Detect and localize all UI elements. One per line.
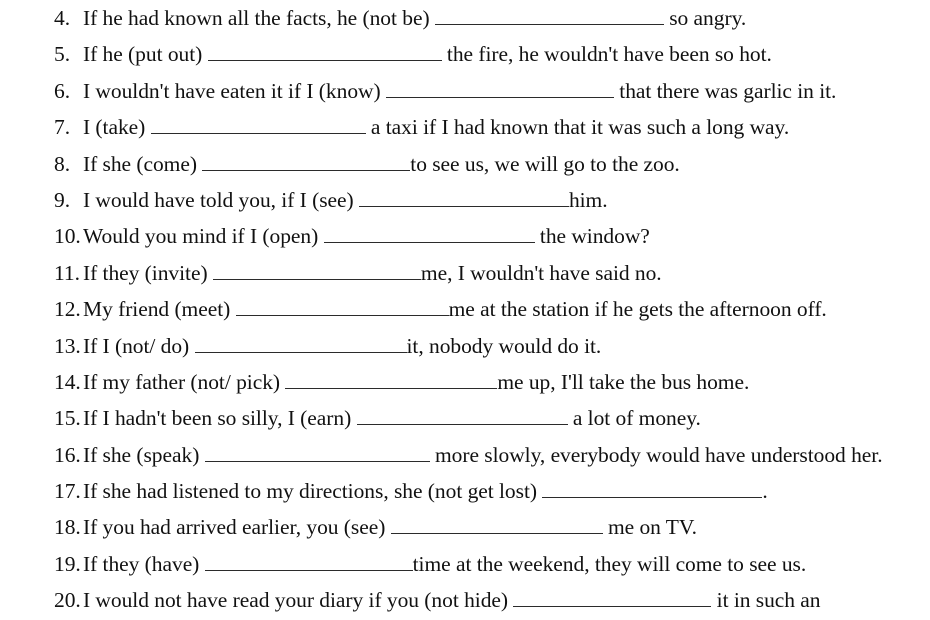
item-text [83,36,772,72]
item-number: 19. [54,551,81,576]
item-text [83,546,806,582]
exercise-item [0,218,930,254]
sentence-suffix: a taxi if I had known that it was such a long way. [370,115,790,140]
exercise-item [0,36,930,72]
item-text [83,73,836,109]
sentence-prefix: I (take) [83,115,146,140]
sentence-prefix: Would you mind if I (open) [83,224,319,249]
answer-blank[interactable] [202,153,410,171]
sentence-suffix: me up, I'll take the bus home. [497,369,750,394]
item-text [83,146,680,182]
answer-blank[interactable] [357,408,568,426]
item-number: 18. [54,515,81,540]
answer-blank[interactable] [435,7,664,25]
sentence-suffix: that there was garlic in it. [619,78,837,103]
sentence-suffix: the window? [539,224,650,249]
exercise-item [0,109,930,145]
answer-blank[interactable] [513,589,711,607]
item-text [83,218,650,254]
item-number: 13. [54,333,81,358]
exercise-item [0,0,930,36]
answer-blank[interactable] [236,298,449,316]
item-text [83,509,697,545]
sentence-prefix: I would have told you, if I (see) [83,187,354,212]
exercise-item [0,509,930,545]
exercise-item [0,291,930,327]
sentence-prefix: My friend (meet) [83,297,231,322]
item-number: 15. [54,406,81,431]
exercise-item [0,400,930,436]
item-text [83,0,746,36]
item-number: 16. [54,442,81,467]
sentence-suffix: the fire, he wouldn't have been so hot. [446,42,772,67]
exercise-item [0,437,930,473]
exercise-item [0,546,930,582]
sentence-suffix: . [762,479,768,504]
item-number: 6. [54,78,71,103]
item-text [83,328,601,364]
sentence-suffix: me on TV. [607,515,697,540]
answer-blank[interactable] [205,444,430,462]
item-text [83,437,883,473]
item-text [83,255,662,291]
item-number: 8. [54,151,71,176]
answer-blank[interactable] [285,371,497,389]
sentence-prefix: If he had known all the facts, he (not be) [83,6,430,30]
sentence-suffix: time at the weekend, they will come to see us. [412,551,807,576]
item-number: 20. [54,588,81,613]
item-number: 17. [54,479,81,504]
answer-blank[interactable] [208,44,442,62]
item-number: 7. [54,115,71,140]
answer-blank[interactable] [213,262,421,280]
sentence-prefix: If they (invite) [83,260,208,285]
sentence-suffix: a lot of money. [572,406,701,431]
item-text [83,291,827,327]
answer-blank[interactable] [324,226,535,244]
item-number: 14. [54,369,81,394]
sentence-suffix: to see us, we will go to the zoo. [410,151,680,176]
sentence-prefix: If I hadn't been so silly, I (earn) [83,406,352,431]
sentence-prefix: If she (speak) [83,442,200,467]
exercise-item [0,182,930,218]
sentence-prefix: If she had listened to my directions, she (not get lost) [83,479,537,504]
sentence-suffix: more slowly, everybody would have understood her. [434,442,883,467]
item-text [83,109,789,145]
answer-blank[interactable] [391,517,603,535]
sentence-suffix: it in such an [716,588,821,613]
item-text [83,182,608,218]
exercise-item [0,364,930,400]
answer-blank[interactable] [195,335,407,353]
sentence-prefix: If he (put out) [83,42,203,67]
item-text [83,400,701,436]
sentence-prefix: I would not have read your diary if you (not hide) [83,588,508,613]
answer-blank[interactable] [151,116,366,134]
item-number: 9. [54,187,71,212]
sentence-suffix: me at the station if he gets the afternoon off. [448,297,827,322]
item-number: 4. [54,6,71,30]
exercise-item [0,255,930,291]
item-text [83,364,749,400]
answer-blank[interactable] [386,80,614,98]
sentence-suffix: it, nobody would do it. [406,333,602,358]
sentence-suffix: me, I wouldn't have said no. [420,260,662,285]
exercise-item [0,73,930,109]
item-number: 10. [54,224,81,249]
sentence-prefix: If they (have) [83,551,200,576]
sentence-prefix: If I (not/ do) [83,333,190,358]
exercise-item [0,473,930,509]
item-number: 5. [54,42,71,67]
sentence-prefix: If my father (not/ pick) [83,369,281,394]
sentence-prefix: I wouldn't have eaten it if I (know) [83,78,381,103]
item-text [83,582,821,618]
sentence-suffix: him. [568,187,608,212]
answer-blank[interactable] [205,553,413,571]
answer-blank[interactable] [542,480,762,498]
sentence-prefix: If she (come) [83,151,197,176]
exercise-item [0,328,930,364]
answer-blank[interactable] [359,189,569,207]
sentence-suffix: so angry. [669,6,747,30]
item-number: 12. [54,297,81,322]
sentence-prefix: If you had arrived earlier, you (see) [83,515,386,540]
exercise-item [0,582,930,618]
exercise-item [0,146,930,182]
item-text [83,473,768,509]
item-number: 11. [54,260,80,285]
